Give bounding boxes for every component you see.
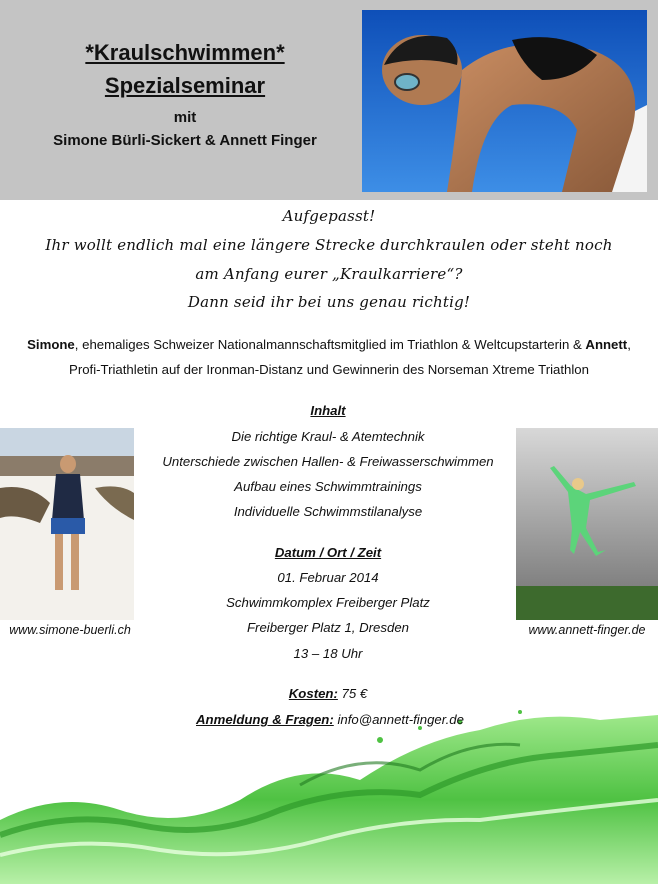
with-label: mit xyxy=(173,109,197,126)
event-heading: Datum / Ort / Zeit xyxy=(274,545,382,560)
content-item: Unterschiede zwischen Hallen- & Freiwasserschwimmen xyxy=(162,454,494,469)
cost-label: Kosten: xyxy=(288,686,338,701)
water-splash-image xyxy=(0,700,658,884)
bio-name-simone: Simone xyxy=(27,337,75,352)
event-date: 01. Februar 2014 xyxy=(277,570,379,585)
title-line-2: Spezialseminar xyxy=(104,73,266,98)
cost-value: 75 € xyxy=(341,686,368,701)
bio-name-annett: Annett xyxy=(585,337,628,352)
instructor-names: Simone Bürli-Sickert & Annett Finger xyxy=(53,132,317,149)
intro-line-1: Aufgepasst! xyxy=(282,207,376,225)
bio-text-1: , ehemaliges Schweizer Nationalmannschaftsmitglied im Triathlon & Weltcupstarterin & xyxy=(74,337,586,352)
content-item: Aufbau eines Schwimmtrainings xyxy=(234,479,422,494)
registration-email-link[interactable]: info@annett-finger.de xyxy=(337,712,464,727)
event-time: 13 – 18 Uhr xyxy=(293,646,363,661)
bio-line-1 xyxy=(0,337,658,352)
registration-line xyxy=(110,712,550,727)
cost-line xyxy=(140,686,516,701)
content-item: Die richtige Kraul- & Atemtechnik xyxy=(231,429,425,444)
event-venue: Schwimmkomplex Freiberger Platz xyxy=(226,595,430,610)
swimmer-hero-photo xyxy=(362,10,647,192)
annett-website-link[interactable]: www.annett-finger.de xyxy=(528,623,646,637)
bio-line-2: Profi-Triathletin auf der Ironman-Distanz und Gewinnerin des Norseman Xtreme Triathlon xyxy=(69,362,589,377)
intro-line-4: Dann seid ihr bei uns genau richtig! xyxy=(187,293,471,311)
simone-website-link[interactable]: www.simone-buerli.ch xyxy=(9,623,131,637)
registration-label: Anmeldung & Fragen: xyxy=(196,712,334,727)
title-line-1: *Kraulschwimmen* xyxy=(85,40,285,65)
content-heading: Inhalt xyxy=(310,403,346,418)
intro-line-2: Ihr wollt endlich mal eine längere Strecke durchkraulen oder steht noch xyxy=(45,236,613,254)
content-item: Individuelle Schwimmstilanalyse xyxy=(233,504,423,519)
intro-line-3: am Anfang eurer „Kraulkarriere“? xyxy=(195,265,463,283)
annett-photo xyxy=(516,428,658,620)
bio-text-1-end: , xyxy=(627,337,631,352)
simone-photo xyxy=(0,428,134,620)
event-address: Freiberger Platz 1, Dresden xyxy=(247,620,409,635)
